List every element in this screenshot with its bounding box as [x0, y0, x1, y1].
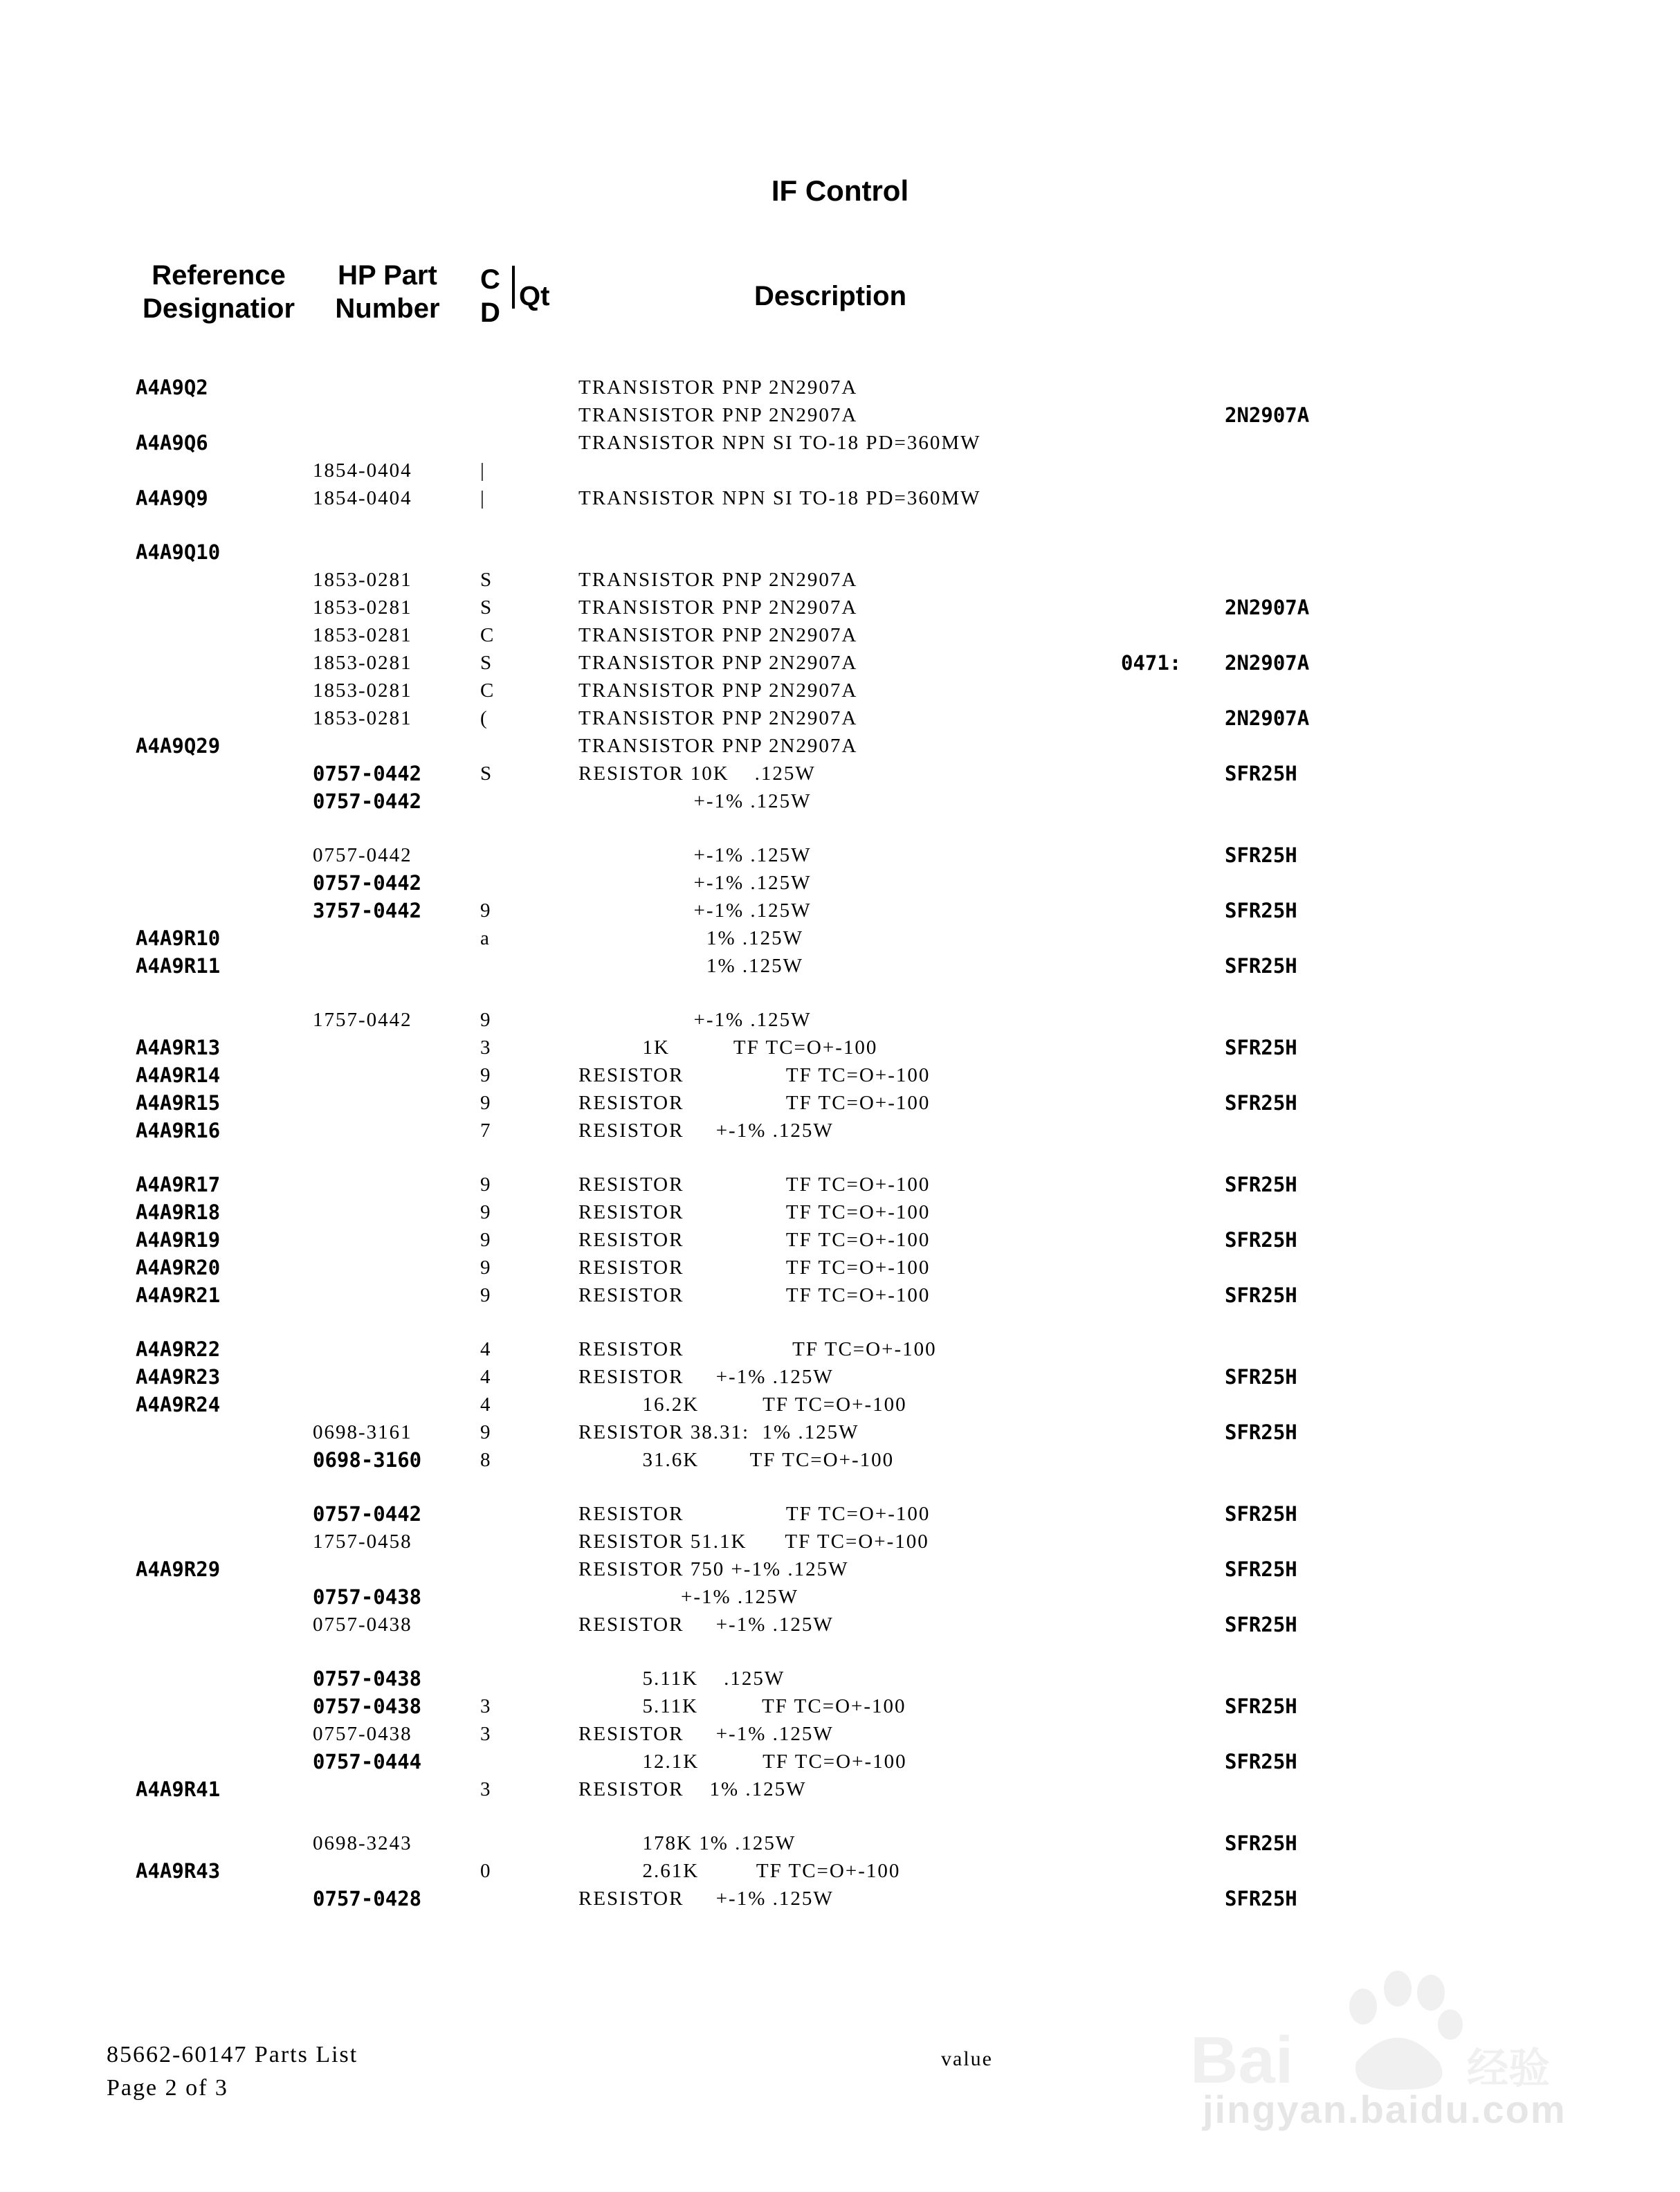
manufacturer-part-number: SFR25H: [1225, 762, 1297, 785]
description: RESISTOR TF TC=O+-100: [578, 1338, 937, 1360]
description: RESISTOR 51.1K TF TC=O+-100: [578, 1531, 929, 1553]
description: +-1% .125W: [578, 844, 812, 866]
check-digit: |: [480, 459, 486, 482]
description: RESISTOR +-1% .125W: [578, 1723, 834, 1745]
table-row: [0, 1034, 1680, 1061]
table-row: [0, 594, 1680, 621]
hp-part-number: 0698-3243: [313, 1832, 412, 1854]
reference-designator: A4A9R13: [136, 1036, 221, 1059]
hp-part-number: 0698-3161: [313, 1421, 412, 1443]
reference-designator: A4A9R24: [136, 1393, 221, 1416]
check-digit: 3: [480, 1036, 492, 1059]
header-reference-designator: Reference Designatior: [142, 260, 295, 324]
check-digit: 3: [480, 1723, 492, 1745]
check-digit: 8: [480, 1449, 492, 1471]
footer-value-label: value: [941, 2047, 993, 2070]
table-row: [0, 566, 1680, 594]
description: TRANSISTOR PNP 2N2907A: [578, 376, 858, 399]
table-row: [0, 841, 1680, 869]
hp-part-number: 1757-0442: [313, 1009, 412, 1031]
manufacturer-part-number: 2N2907A: [1225, 403, 1310, 427]
page-title: IF Control: [771, 174, 909, 207]
description: 178K 1% .125W: [578, 1832, 796, 1854]
description: +-1% .125W: [578, 1586, 799, 1608]
table-row: [0, 1281, 1680, 1309]
check-digit: 7: [480, 1120, 492, 1142]
hp-part-number: 0757-0442: [313, 844, 412, 866]
check-digit: S: [480, 652, 493, 674]
hp-part-number: 1853-0281: [313, 652, 412, 674]
check-digit: |: [480, 487, 486, 509]
check-digit: 9: [480, 1284, 492, 1306]
table-row: [0, 760, 1680, 787]
reference-designator: A4A9R20: [136, 1256, 221, 1279]
description: TRANSISTOR PNP 2N2907A: [578, 624, 858, 646]
table-row: [0, 1528, 1680, 1555]
description: 2.61K TF TC=O+-100: [578, 1860, 901, 1882]
check-digit: C: [480, 679, 495, 702]
check-digit: 9: [480, 1092, 492, 1114]
check-digit: 4: [480, 1394, 492, 1416]
manufacturer-part-number: SFR25H: [1225, 1695, 1297, 1718]
description: RESISTOR TF TC=O+-100: [578, 1064, 931, 1086]
check-digit: 9: [480, 1257, 492, 1279]
reference-designator: A4A9R18: [136, 1200, 221, 1224]
reference-designator: A4A9R11: [136, 954, 221, 978]
description: RESISTOR TF TC=O+-100: [578, 1173, 931, 1196]
table-row: [0, 732, 1680, 760]
description: RESISTOR 1% .125W: [578, 1778, 807, 1800]
description: +-1% .125W: [578, 790, 812, 812]
reference-designator: A4A9R17: [136, 1173, 221, 1196]
footer-document-info: [107, 2038, 358, 2105]
hp-part-number: 0757-0438: [313, 1723, 412, 1745]
description: TRANSISTOR PNP 2N2907A: [578, 569, 858, 591]
reference-designator: A4A9R23: [136, 1365, 221, 1389]
manufacturer-part-number: 2N2907A: [1225, 706, 1310, 730]
table-row: [0, 1857, 1680, 1885]
footer-doc-number: 85662-60147 Parts List: [107, 2042, 358, 2067]
table-row: [0, 649, 1680, 677]
manufacturer-part-number: SFR25H: [1225, 1173, 1297, 1196]
manufacturer-part-number: SFR25H: [1225, 1228, 1297, 1252]
description: RESISTOR TF TC=O+-100: [578, 1201, 931, 1223]
table-row: [0, 1198, 1680, 1226]
manufacturer-part-number: SFR25H: [1225, 899, 1297, 922]
hp-part-number: 1854-0404: [313, 487, 412, 509]
table-row: [0, 1692, 1680, 1720]
manufacturer-part-number: SFR25H: [1225, 1750, 1297, 1773]
table-row: [0, 1665, 1680, 1692]
table-row: [0, 1254, 1680, 1281]
table-row: [0, 1446, 1680, 1474]
table-row: [0, 1720, 1680, 1748]
reference-designator: A4A9Q10: [136, 540, 221, 564]
check-digit: (: [480, 707, 489, 729]
table-row: [0, 1555, 1680, 1583]
check-digit: 9: [480, 1421, 492, 1443]
table-row: [0, 1226, 1680, 1254]
hp-part-number: 0757-0442: [313, 789, 422, 813]
hp-part-number: 1757-0458: [313, 1531, 412, 1553]
description: TRANSISTOR PNP 2N2907A: [578, 679, 858, 702]
table-row: [0, 1006, 1680, 1034]
description: TRANSISTOR NPN SI TO-18 PD=360MW: [578, 432, 981, 454]
table-row: [0, 924, 1680, 952]
table-row: [0, 1391, 1680, 1418]
description: TRANSISTOR PNP 2N2907A: [578, 652, 858, 674]
hp-part-number: 1854-0404: [313, 459, 412, 482]
description: TRANSISTOR PNP 2N2907A: [578, 707, 858, 729]
check-digit: 4: [480, 1366, 492, 1388]
hp-part-number: 0757-0442: [313, 871, 422, 895]
description: 31.6K TF TC=O+-100: [578, 1449, 895, 1471]
description: RESISTOR TF TC=O+-100: [578, 1092, 931, 1114]
table-row: [0, 1748, 1680, 1775]
manufacturer-part-number: SFR25H: [1225, 1421, 1297, 1444]
check-digit: 0: [480, 1860, 492, 1882]
header-divider: [512, 266, 515, 309]
description: RESISTOR +-1% .125W: [578, 1614, 834, 1636]
table-row: [0, 952, 1680, 980]
table-row: [0, 1363, 1680, 1391]
description: RESISTOR +-1% .125W: [578, 1888, 834, 1910]
reference-designator: A4A9R14: [136, 1063, 221, 1087]
description: RESISTOR TF TC=O+-100: [578, 1503, 931, 1525]
reference-designator: A4A9Q6: [136, 431, 208, 455]
description: 1% .125W: [578, 927, 804, 949]
table-row: [0, 787, 1680, 815]
description: +-1% .125W: [578, 899, 812, 922]
table-row: [0, 1611, 1680, 1638]
table-row: [0, 1117, 1680, 1144]
reference-designator: A4A9Q9: [136, 486, 208, 510]
check-digit: C: [480, 624, 495, 646]
description: RESISTOR 750 +-1% .125W: [578, 1558, 849, 1580]
table-row: [0, 869, 1680, 897]
manufacturer-part-number: 2N2907A: [1225, 596, 1310, 619]
hp-part-number: 3757-0442: [313, 899, 422, 922]
watermark-url: jingyan.baidu.com: [1203, 2088, 1567, 2131]
manufacturer-part-number: SFR25H: [1225, 1284, 1297, 1307]
manufacturer-part-number: SFR25H: [1225, 1365, 1297, 1389]
table-row: [0, 704, 1680, 732]
description: TRANSISTOR PNP 2N2907A: [578, 596, 858, 619]
description: RESISTOR 10K .125W: [578, 762, 816, 785]
hp-part-number: 0757-0442: [313, 1502, 422, 1526]
reference-designator: A4A9R41: [136, 1778, 221, 1801]
table-row: [0, 1500, 1680, 1528]
description: RESISTOR 38.31: 1% .125W: [578, 1421, 859, 1443]
description: TRANSISTOR PNP 2N2907A: [578, 404, 858, 426]
reference-designator: A4A9R21: [136, 1284, 221, 1307]
hp-part-number: 0757-0438: [313, 1585, 422, 1609]
manufacturer-part-number: SFR25H: [1225, 1091, 1297, 1115]
hp-part-number: 1853-0281: [313, 596, 412, 619]
description: 5.11K .125W: [578, 1668, 785, 1690]
description: 5.11K TF TC=O+-100: [578, 1695, 906, 1717]
description: 1% .125W: [578, 955, 804, 977]
table-row: [0, 401, 1680, 429]
table-row: [0, 1089, 1680, 1117]
hp-part-number: 0757-0442: [313, 762, 422, 785]
table-row: [0, 484, 1680, 512]
manufacturer-part-number: SFR25H: [1225, 1832, 1297, 1855]
check-digit: 9: [480, 1064, 492, 1086]
table-row: [0, 538, 1680, 566]
description: RESISTOR TF TC=O+-100: [578, 1257, 931, 1279]
manufacturer-part-number: SFR25H: [1225, 1502, 1297, 1526]
table-row: [0, 1335, 1680, 1363]
manufacturer-code: 0471:: [1121, 651, 1182, 675]
manufacturer-part-number: SFR25H: [1225, 954, 1297, 978]
hp-part-number: 1853-0281: [313, 679, 412, 702]
header-description: Description: [754, 281, 907, 311]
svg-text:Bai: Bai: [1190, 2023, 1294, 2097]
hp-part-number: 0757-0444: [313, 1750, 422, 1773]
hp-part-number: 0757-0438: [313, 1695, 422, 1718]
reference-designator: A4A9R29: [136, 1558, 221, 1581]
header-quantity: Qt: [519, 281, 550, 311]
check-digit: 9: [480, 1201, 492, 1223]
reference-designator: A4A9R22: [136, 1337, 221, 1361]
description: 12.1K TF TC=O+-100: [578, 1751, 907, 1773]
hp-part-number: 0698-3160: [313, 1448, 422, 1472]
header-hp-part-number: HP Part Number: [335, 260, 440, 324]
table-row: [0, 1829, 1680, 1857]
description: TRANSISTOR NPN SI TO-18 PD=360MW: [578, 487, 981, 509]
reference-designator: A4A9R43: [136, 1859, 221, 1883]
description: RESISTOR +-1% .125W: [578, 1120, 834, 1142]
reference-designator: A4A9R19: [136, 1228, 221, 1252]
reference-designator: A4A9R16: [136, 1119, 221, 1142]
manufacturer-part-number: SFR25H: [1225, 1558, 1297, 1581]
hp-part-number: 1853-0281: [313, 707, 412, 729]
description: RESISTOR +-1% .125W: [578, 1366, 834, 1388]
table-row: [0, 677, 1680, 704]
description: +-1% .125W: [578, 872, 812, 894]
check-digit: 9: [480, 1229, 492, 1251]
manufacturer-part-number: 2N2907A: [1225, 651, 1310, 675]
table-row: [0, 1583, 1680, 1611]
hp-part-number: 0757-0428: [313, 1887, 422, 1910]
table-row: [0, 1061, 1680, 1089]
check-digit: 3: [480, 1778, 492, 1800]
check-digit: 3: [480, 1695, 492, 1717]
reference-designator: A4A9R10: [136, 926, 221, 950]
reference-designator: A4A9Q29: [136, 734, 221, 758]
hp-part-number: 1853-0281: [313, 624, 412, 646]
table-row: [0, 1171, 1680, 1198]
svg-text:经验: 经验: [1467, 2045, 1550, 2092]
check-digit: S: [480, 596, 493, 619]
check-digit: 9: [480, 1009, 492, 1031]
table-row: [0, 621, 1680, 649]
table-row: [0, 1885, 1680, 1912]
hp-part-number: 0757-0438: [313, 1614, 412, 1636]
footer-page-number: Page 2 of 3: [107, 2075, 228, 2101]
description: RESISTOR TF TC=O+-100: [578, 1229, 931, 1251]
table-row: [0, 429, 1680, 457]
manufacturer-part-number: SFR25H: [1225, 1887, 1297, 1910]
description: 16.2K TF TC=O+-100: [578, 1394, 907, 1416]
check-digit: 4: [480, 1338, 492, 1360]
manufacturer-part-number: SFR25H: [1225, 1613, 1297, 1636]
table-row: [0, 374, 1680, 401]
table-row: [0, 457, 1680, 484]
description: +-1% .125W: [578, 1009, 812, 1031]
manufacturer-part-number: SFR25H: [1225, 1036, 1297, 1059]
table-row: [0, 897, 1680, 924]
check-digit: 9: [480, 899, 492, 922]
check-digit: 9: [480, 1173, 492, 1196]
description: 1K TF TC=O+-100: [578, 1036, 878, 1059]
hp-part-number: 0757-0438: [313, 1667, 422, 1690]
check-digit: S: [480, 569, 493, 591]
reference-designator: A4A9R15: [136, 1091, 221, 1115]
check-digit: a: [480, 927, 491, 949]
hp-part-number: 1853-0281: [313, 569, 412, 591]
description: RESISTOR TF TC=O+-100: [578, 1284, 931, 1306]
manufacturer-part-number: SFR25H: [1225, 843, 1297, 867]
check-digit: S: [480, 762, 493, 785]
reference-designator: A4A9Q2: [136, 376, 208, 399]
table-row: [0, 1418, 1680, 1446]
table-row: [0, 1775, 1680, 1803]
header-check-digit: C D: [480, 264, 500, 328]
description: TRANSISTOR PNP 2N2907A: [578, 735, 858, 757]
